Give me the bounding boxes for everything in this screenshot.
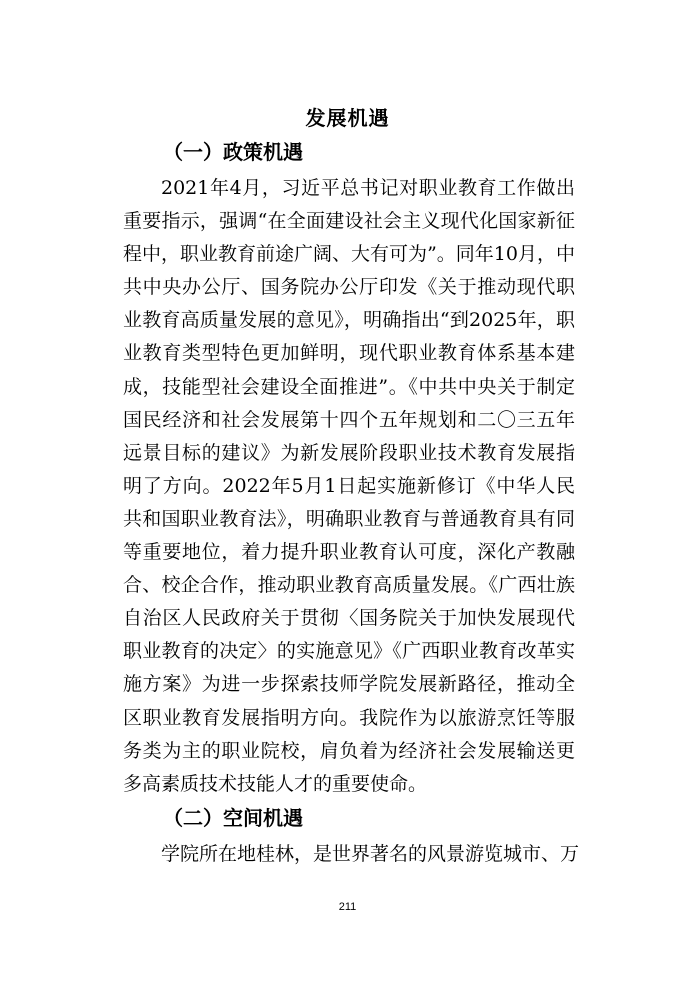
page-number: 211	[338, 901, 357, 913]
section-paragraph-policy: 2021年4月，习近平总书记对职业教育工作做出重要指示，强调“在全面建设社会主义现代化国家新征程中，职业教育前途广阔、大有可为”。同年10月，中共中央办公厅、国务院办公厅印发《关于推动现代职业教育高质量发展的意见》，明确指出“到2025年，职业教育类型特色更加鲜明，现代职业教育体系基本建成，技能型社会建设全面推进”。《中共中央关于制定国民经济和社会发展第十四个五年规划和二〇三五年远景目标的建议》为新发展阶段职业技术教育发展指明了方向。2022年5月1日起实施新修订《中华人民共和国职业教育法》，明确职业教育与普通教育具有同等重要地位，着力提升职业教育认可度，深化产教融合、校企合作，推动职业教育高质量发展。《广西壮族自治区人民政府关于贯彻〈国务院关于加快发展现代职业教育的决定〉的实施意见》《广西职业教育改革实施方案》为进一步探索技师学院发展新路径，推动全区职业教育发展指明方向。我院作为以旅游烹饪等服务类为主的职业院校，肩负着为经济社会发展输送更多高素质技术技能人才的重要使命。	[123, 177, 575, 795]
section-heading-policy: （一）政策机遇	[163, 140, 303, 164]
page-title: 发展机遇	[305, 106, 390, 130]
section-heading-space: （二）空间机遇	[163, 806, 303, 830]
section-paragraph-space: 学院所在地桂林，是世界著名的风景游览城市、万	[161, 843, 580, 865]
